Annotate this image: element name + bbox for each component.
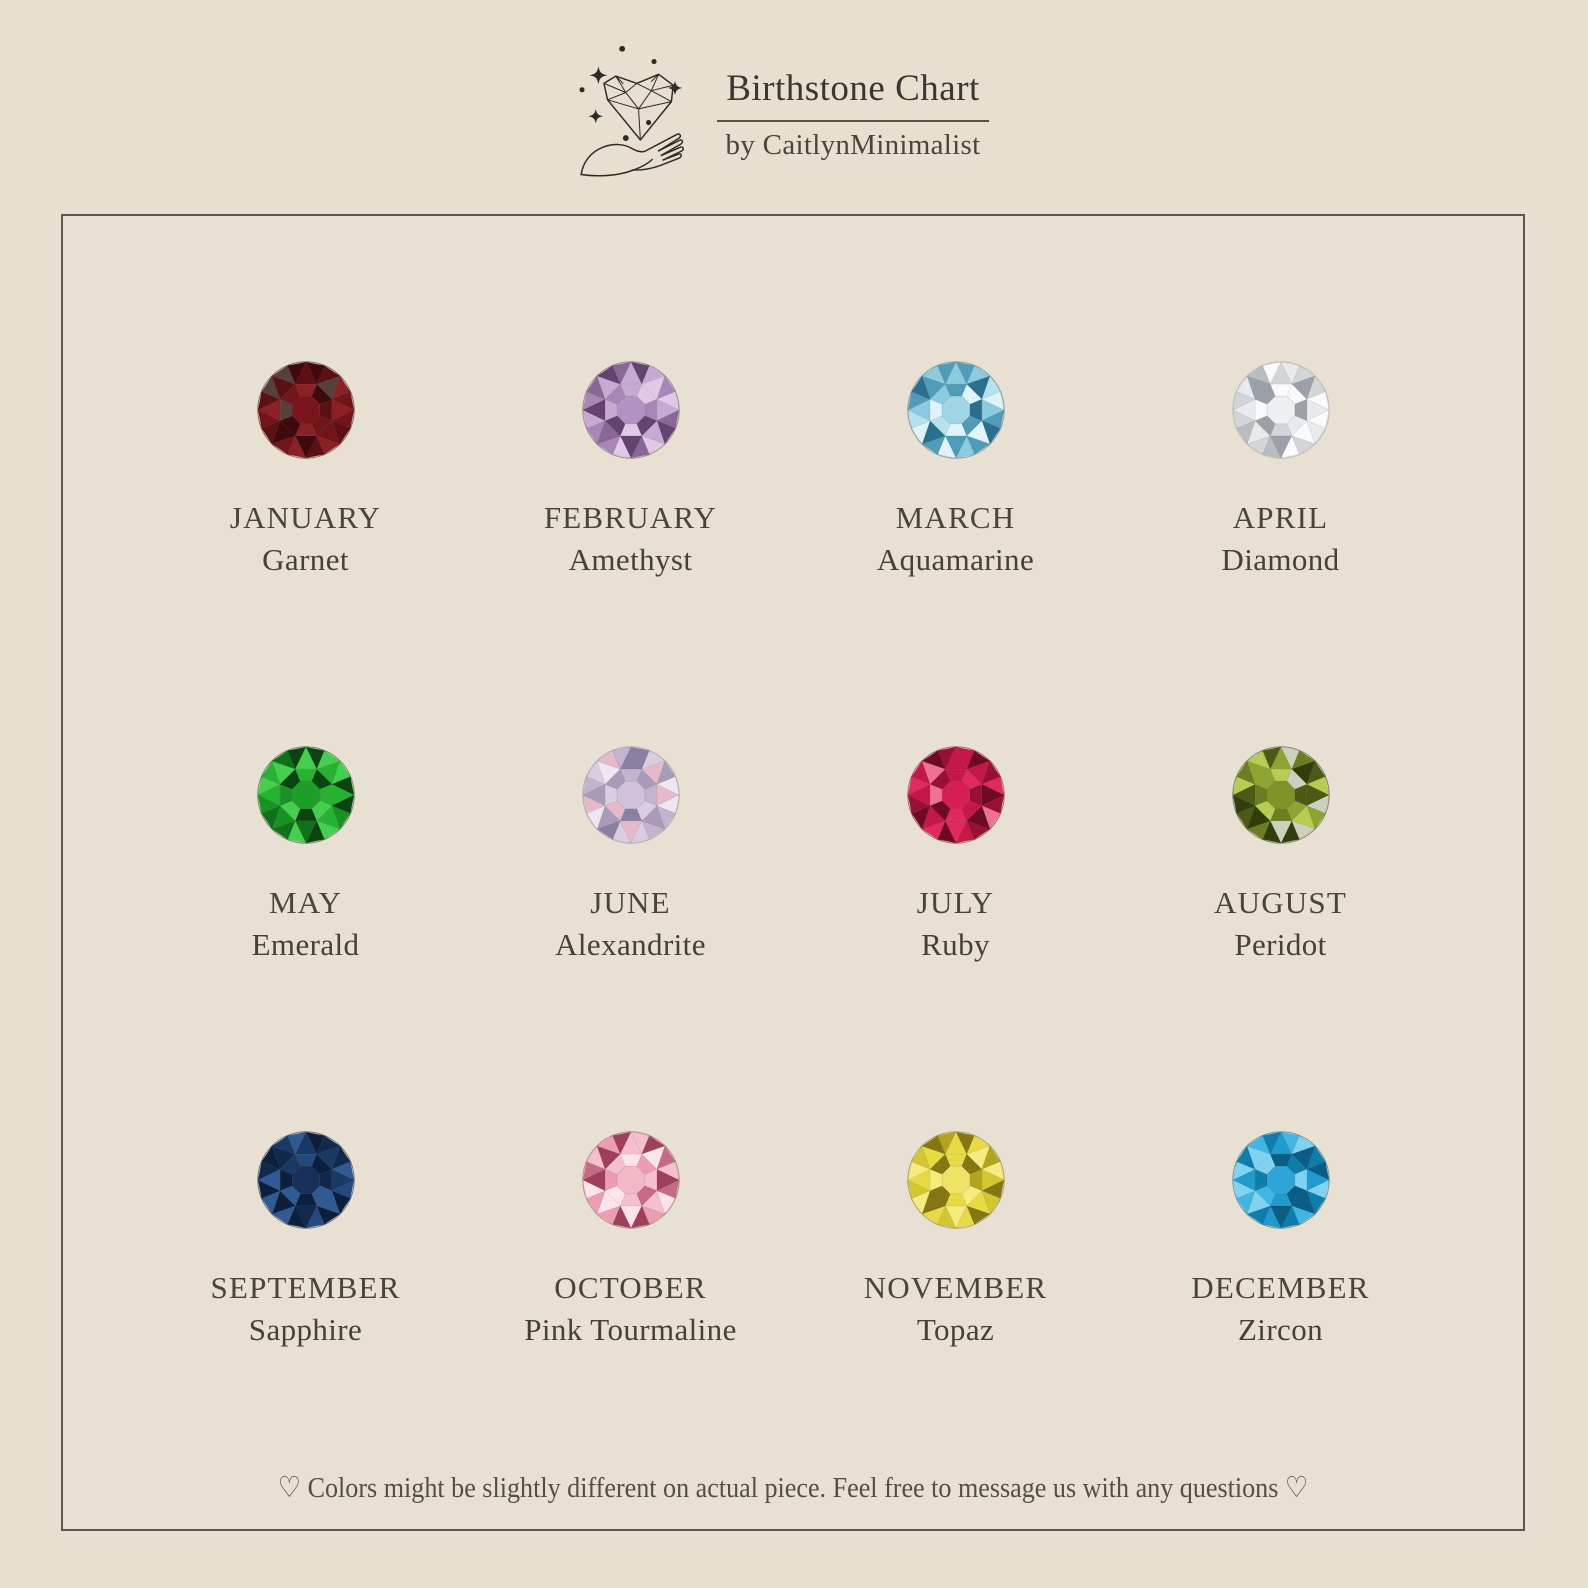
- footer-note: ♡ Colors might be slightly different on actual piece. Feel free to message us with any questions ♡: [277, 1472, 1309, 1504]
- month-label: FEBRUARY: [543, 500, 718, 535]
- month-label: OCTOBER: [554, 1270, 707, 1305]
- chart-frame: [61, 214, 1525, 1531]
- gem-cell-august: [1118, 745, 1443, 964]
- gem-grid: [63, 216, 1523, 1349]
- alexandrite-gem-icon: [581, 745, 681, 845]
- emerald-gem-icon: [256, 745, 356, 845]
- month-label: JUNE: [590, 885, 671, 920]
- stone-label: Alexandrite: [555, 927, 706, 962]
- gem-cell-january: [143, 360, 468, 579]
- gem-cell-may: [143, 745, 468, 964]
- month-label: APRIL: [1232, 500, 1329, 535]
- topaz-gem-icon: [906, 1130, 1006, 1230]
- stone-label: Sapphire: [248, 1312, 363, 1347]
- stone-label: Zircon: [1237, 1312, 1324, 1347]
- header: [0, 36, 1574, 180]
- month-label: DECEMBER: [1191, 1270, 1370, 1305]
- stone-label: Topaz: [916, 1312, 995, 1347]
- month-label: AUGUST: [1214, 885, 1347, 920]
- gem-cell-february: [468, 360, 793, 579]
- stone-label: Ruby: [921, 927, 990, 962]
- amethyst-gem-icon: [581, 360, 681, 460]
- peridot-gem-icon: [1231, 745, 1331, 845]
- month-label: JULY: [916, 885, 995, 920]
- gem-cell-november: [793, 1130, 1118, 1349]
- sapphire-gem-icon: [256, 1130, 356, 1230]
- gem-cell-july: [793, 745, 1118, 964]
- zircon-gem-icon: [1231, 1130, 1331, 1230]
- aquamarine-gem-icon: [906, 360, 1006, 460]
- heart-in-hand-logo-icon: [570, 36, 698, 180]
- sparkle-icons: [579, 46, 682, 141]
- ruby-gem-icon: [906, 745, 1006, 845]
- month-label: MAY: [268, 885, 343, 920]
- month-label: MARCH: [895, 500, 1016, 535]
- faceted-heart-icon: [604, 74, 673, 140]
- month-label: JANUARY: [229, 500, 382, 535]
- gem-cell-march: [793, 360, 1118, 579]
- page-title: Birthstone Chart: [726, 68, 980, 109]
- stone-label: Diamond: [1221, 542, 1340, 577]
- garnet-gem-icon: [256, 360, 356, 460]
- month-label: NOVEMBER: [863, 1270, 1048, 1305]
- stone-label: Aquamarine: [876, 542, 1035, 577]
- hand-icon: [581, 134, 683, 176]
- title-divider: [717, 120, 989, 122]
- gem-cell-april: [1118, 360, 1443, 579]
- gem-cell-june: [468, 745, 793, 964]
- stone-label: Pink Tourmaline: [524, 1312, 737, 1347]
- title-block: [716, 68, 990, 162]
- stone-label: Garnet: [262, 542, 349, 577]
- month-label: SEPTEMBER: [210, 1270, 401, 1305]
- diamond-gem-icon: [1231, 360, 1331, 460]
- stone-label: Emerald: [251, 927, 360, 962]
- gem-cell-september: [143, 1130, 468, 1349]
- gem-cell-october: [468, 1130, 793, 1349]
- byline: by CaitlynMinimalist: [725, 128, 981, 161]
- stone-label: Peridot: [1234, 927, 1327, 962]
- gem-cell-december: [1118, 1130, 1443, 1349]
- pink-tourmaline-gem-icon: [581, 1130, 681, 1230]
- stone-label: Amethyst: [568, 542, 693, 577]
